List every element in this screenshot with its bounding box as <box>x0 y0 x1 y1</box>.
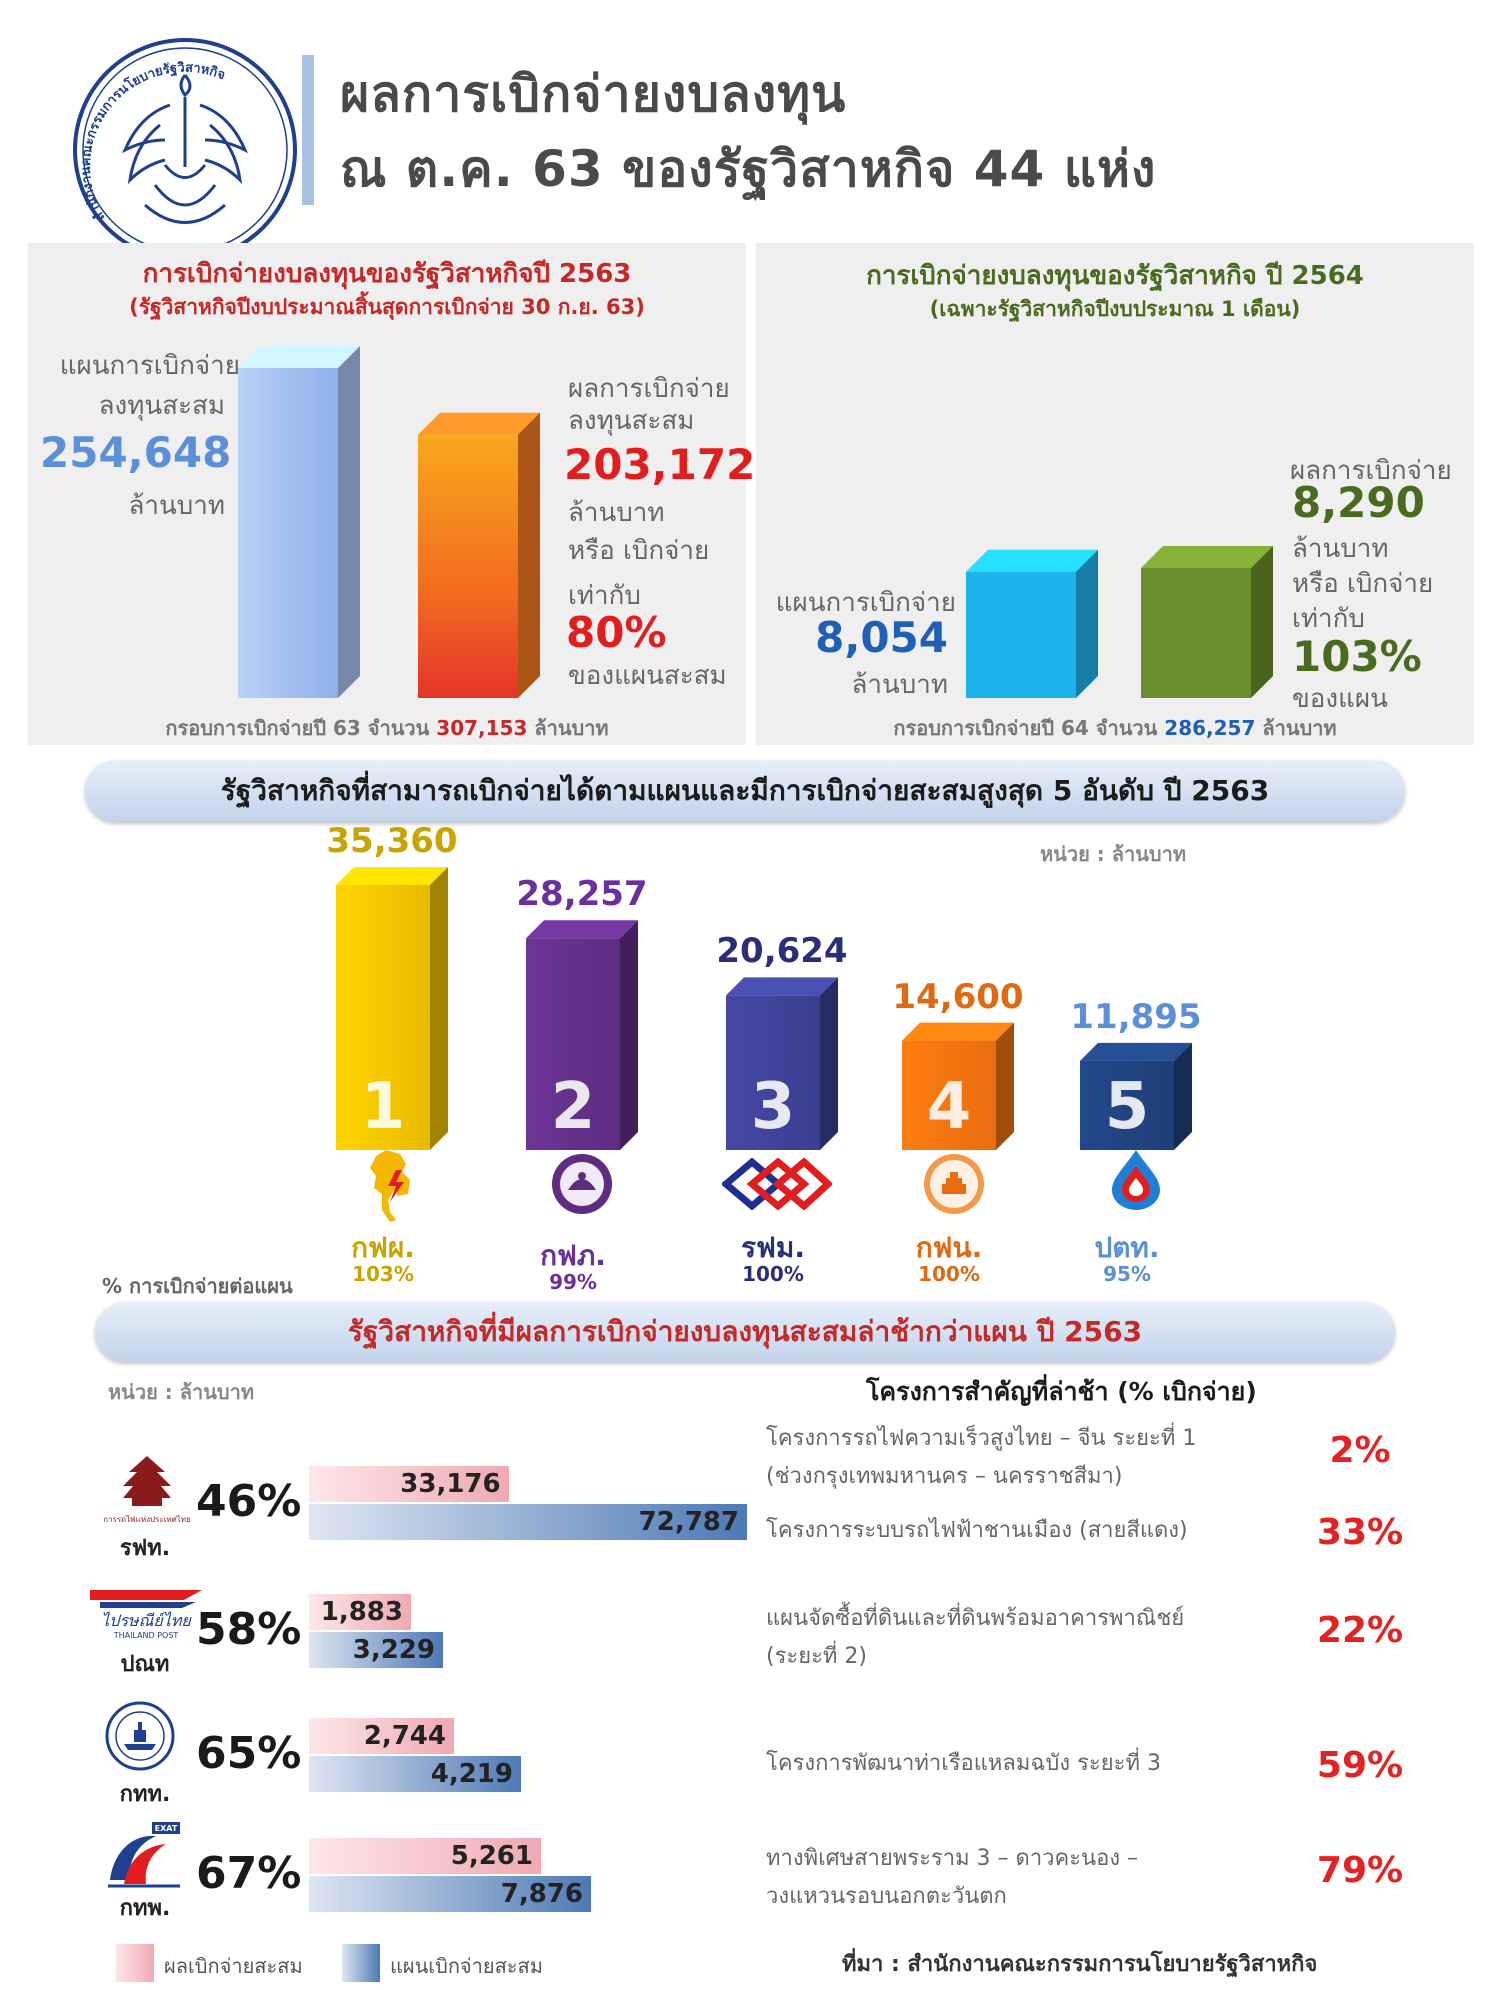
top5-percent-2: 99% <box>549 1270 597 1294</box>
delayed-heading: รัฐวิสาหกิจที่มีผลการเบิกจ่ายงบลงทุนสะสมล่าช้ากว่าแผน ปี 2563 <box>95 1302 1395 1362</box>
top5-value-3: 20,624 <box>716 931 848 972</box>
actual-2563-label1: ผลการเบิกจ่าย <box>568 374 730 404</box>
actual-2564-of-plan: ของแผน <box>1292 684 1388 714</box>
delayed-project-percent: 59% <box>1316 1745 1404 1786</box>
actual-2564-or: หรือ เบิกจ่าย <box>1292 569 1434 599</box>
delayed-rate: 65% <box>196 1728 302 1779</box>
plan-2563-value: 254,648 <box>40 428 232 477</box>
frame-2563-prefix: กรอบการเบิกจ่ายปี 63 จำนวน <box>165 716 430 740</box>
delayed-unit: หน่วย : ล้านบาท <box>108 1380 254 1404</box>
top5-unit: หน่วย : ล้านบาท <box>1040 842 1186 866</box>
srt-logo-text: การรถไฟแห่งประเทศไทย <box>103 1515 191 1524</box>
top5-rank-2: 2 <box>550 1070 596 1144</box>
actual-2563-or: หรือ เบิกจ่าย <box>568 536 710 566</box>
project-name-line1: แผนจัดซื้อที่ดินและที่ดินพร้อมอาคารพาณิชย์ <box>766 1606 1185 1631</box>
exat-logo-text: EXAT <box>154 1824 178 1833</box>
top5-rank-5: 5 <box>1104 1070 1150 1144</box>
delayed-project-percent: 22% <box>1316 1610 1404 1651</box>
top5-abbr-4: กฟน. <box>915 1231 983 1264</box>
actual-2563-of-plan: ของแผนสะสม <box>568 661 727 691</box>
post-logo-text-en: THAILAND POST <box>113 1631 179 1640</box>
delayed-plan-value: 7,876 <box>500 1879 583 1909</box>
actual-2564-value: 8,290 <box>1292 478 1425 527</box>
delayed-actual-value: 33,176 <box>400 1469 501 1499</box>
bar-actual-2564 <box>1141 546 1273 698</box>
project-name-line2: (ระยะที่ 2) <box>766 1644 867 1669</box>
project-name-line2: วงแหวนรอบนอกตะวันตก <box>766 1884 1007 1909</box>
page-title-line2: ณ ต.ค. 63 ของรัฐวิสาหกิจ 44 แห่ง <box>340 140 1157 198</box>
legend-actual-swatch <box>116 1944 154 1982</box>
frame-2564-unit: ล้านบาท <box>1262 716 1337 740</box>
delayed-actual-value: 2,744 <box>363 1721 446 1751</box>
bar-actual-2563 <box>418 413 540 698</box>
bar-plan-2564 <box>966 550 1098 698</box>
bar-plan-2563 <box>238 346 360 698</box>
actual-2564-equal: เท่ากับ <box>1292 604 1365 634</box>
source-note: ที่มา : สำนักงานคณะกรรมการนโยบายรัฐวิสาหกิจ <box>842 1952 1318 1977</box>
delayed-project-name <box>766 1420 1286 1496</box>
srt-logo-icon <box>92 1452 202 1536</box>
top5-percent-4: 100% <box>918 1262 980 1286</box>
delayed-abbr: กทพ. <box>119 1896 171 1921</box>
delayed-project-percent: 79% <box>1316 1850 1404 1891</box>
top5-abbr-1: กฟผ. <box>351 1231 415 1264</box>
frame-2564-prefix: กรอบการเบิกจ่ายปี 64 จำนวน <box>893 716 1158 740</box>
actual-2563-equal: เท่ากับ <box>568 581 641 611</box>
frame-2564-value: 286,257 <box>1164 716 1256 740</box>
delayed-abbr: กทท. <box>119 1782 171 1807</box>
legend-plan-swatch <box>342 1944 380 1982</box>
panel-2563-title: การเบิกจ่ายงบลงทุนของรัฐวิสาหกิจปี 2563 <box>142 259 632 289</box>
project-name-line1: โครงการระบบรถไฟฟ้าชานเมือง (สายสีแดง) <box>766 1518 1188 1543</box>
top5-abbr-3: รฟม. <box>741 1231 805 1264</box>
page-title-line1: ผลการเบิกจ่ายงบลงทุน <box>340 65 847 123</box>
plan-2564-label: แผนการเบิกจ่าย <box>775 588 956 618</box>
top5-abbr-2: กฟภ. <box>540 1239 606 1272</box>
actual-2563-unit: ล้านบาท <box>568 498 665 528</box>
delayed-actual-value: 1,883 <box>320 1597 403 1627</box>
actual-2563-percent: 80% <box>566 608 667 657</box>
frame-2563 <box>28 712 746 744</box>
actual-2563-label2: ลงทุนสะสม <box>568 406 695 436</box>
port-authority-logo-icon <box>104 1700 176 1772</box>
seal-text: สำนักงานคณะกรรมการนโยบายรัฐวิสาหกิจ <box>78 60 228 224</box>
legend-actual-label: ผลเบิกจ่ายสะสม <box>164 1954 303 1978</box>
plan-2563-label2: ลงทุนสะสม <box>98 391 225 421</box>
delayed-project-name <box>766 1600 1286 1676</box>
post-logo-text: ไปรษณีย์ไทย <box>101 1611 191 1630</box>
title-accent-bar <box>302 55 314 205</box>
actual-2564-unit: ล้านบาท <box>1292 534 1389 564</box>
actual-2563-value: 203,172 <box>564 440 756 489</box>
exat-logo-icon <box>104 1820 184 1894</box>
delayed-rate: 67% <box>196 1848 302 1899</box>
top5-value-4: 14,600 <box>892 976 1024 1017</box>
frame-2564 <box>756 712 1474 744</box>
thailand-post-logo-icon <box>86 1582 206 1642</box>
plan-2564-value: 8,054 <box>815 613 948 662</box>
delayed-project-name <box>766 1840 1286 1916</box>
plan-2563-unit: ล้านบาท <box>128 491 225 521</box>
project-name-line1: โครงการรถไฟความเร็วสูงไทย – จีน ระยะที่ 1 <box>766 1426 1197 1451</box>
delayed-actual-value: 5,261 <box>450 1841 533 1871</box>
top5-value-1: 35,360 <box>326 821 458 861</box>
top5-value-2: 28,257 <box>516 874 648 915</box>
project-name-line1: โครงการพัฒนาท่าเรือแหลมฉบัง ระยะที่ 3 <box>766 1751 1161 1776</box>
mrta-logo-icon <box>722 1158 832 1210</box>
panel-2564-subtitle: (เฉพาะรัฐวิสาหกิจปีงบประมาณ 1 เดือน) <box>929 297 1301 321</box>
mea-logo-icon <box>922 1152 986 1216</box>
frame-2563-unit: ล้านบาท <box>534 716 609 740</box>
seal-logo <box>70 35 300 265</box>
top5-percent-3: 100% <box>742 1262 804 1286</box>
delayed-project-percent: 33% <box>1316 1512 1404 1553</box>
top5-value-5: 11,895 <box>1070 996 1202 1037</box>
delayed-abbr: รฟท. <box>119 1536 171 1561</box>
top5-rank-1: 1 <box>360 1070 406 1144</box>
pea-logo-icon <box>550 1152 614 1216</box>
actual-2564-label: ผลการเบิกจ่าย <box>1290 456 1452 486</box>
delayed-plan-value: 3,229 <box>352 1635 435 1665</box>
delayed-abbr: ปณท <box>120 1652 170 1677</box>
top5-percent-label: % การเบิกจ่ายต่อแผน <box>102 1274 293 1298</box>
plan-2564-unit: ล้านบาท <box>851 670 948 700</box>
top5-rank-3: 3 <box>750 1070 796 1144</box>
top5-percent-5: 95% <box>1103 1262 1151 1286</box>
project-name-line2: (ช่วงกรุงเทพมหานคร – นครราชสีมา) <box>766 1464 1123 1489</box>
top5-rank-4: 4 <box>926 1070 972 1144</box>
frame-2563-value: 307,153 <box>436 716 528 740</box>
top5-heading: รัฐวิสาหกิจที่สามารถเบิกจ่ายได้ตามแผนและมีการเบิกจ่ายสะสมสูงสุด 5 อันดับ ปี 2563 <box>85 760 1405 822</box>
delayed-project-name <box>766 1512 1286 1550</box>
delayed-plan-value: 72,787 <box>638 1507 739 1537</box>
ptt-logo-icon <box>1108 1148 1164 1212</box>
delayed-plan-value: 4,219 <box>430 1759 513 1789</box>
project-name-line1: ทางพิเศษสายพระราม 3 – ดาวคะนอง – <box>766 1846 1139 1871</box>
projects-heading: โครงการสำคัญที่ล่าช้า (% เบิกจ่าย) <box>866 1377 1257 1406</box>
panel-2564-title: การเบิกจ่ายงบลงทุนของรัฐวิสาหกิจ ปี 2564 <box>866 261 1364 291</box>
top5-percent-1: 103% <box>352 1262 414 1286</box>
legend-plan-label: แผนเบิกจ่ายสะสม <box>390 1954 543 1978</box>
plan-2563-label1: แผนการเบิกจ่าย <box>59 351 240 381</box>
actual-2564-percent: 103% <box>1292 632 1422 681</box>
panel-2563-subtitle: (รัฐวิสาหกิจปีงบประมาณสิ้นสุดการเบิกจ่าย 30 ก.ย. 63) <box>129 295 645 319</box>
delayed-project-percent: 2% <box>1329 1430 1391 1471</box>
delayed-rate: 58% <box>196 1604 302 1655</box>
egat-thailand-map-icon <box>366 1148 422 1222</box>
delayed-project-name <box>766 1745 1286 1783</box>
delayed-rate: 46% <box>196 1476 302 1527</box>
top5-abbr-5: ปตท. <box>1094 1231 1160 1264</box>
